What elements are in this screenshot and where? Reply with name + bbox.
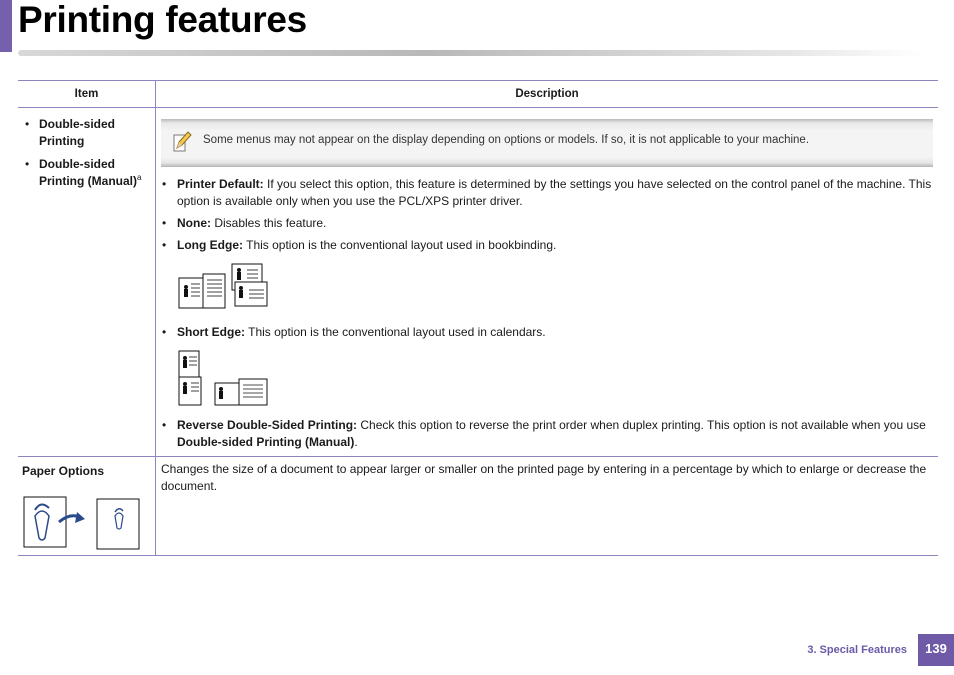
description-cell [156,108,939,457]
list-item: • Long Edge: This option is the conventional layout used in bookbinding. [161,237,933,254]
title-accent-bar [0,0,12,52]
option-list [161,417,933,451]
option-list [161,324,933,341]
description-cell: Changes the size of a document to appear larger or smaller on the printed page by entering in a percentage by which to enlarge or decrease the document. [156,457,939,556]
list-item: • None: Disables this feature. [161,215,933,232]
list-item: • Printer Default: If you select this option, this feature is determined by the settings you have selected on the control panel of the machine. This option is available only when you use the PCL/XPS printer driver. [161,176,933,210]
column-header-description: Description [156,81,939,108]
footnote-mark: a [137,173,142,182]
title-divider [18,50,923,56]
short-edge-illustration [177,349,933,411]
column-header-item: Item [18,81,156,108]
list-item: • Reverse Double-Sided Printing: Check this option to reverse the print order when duplex printing. This option is not available when you use Double-sided Printing (Manual). [161,417,933,451]
table-row [18,108,938,457]
item-cell [18,108,156,457]
item-cell [18,457,156,556]
option-list [161,176,933,254]
note-box [161,119,933,167]
note-text: Some menus may not appear on the display depending on options or models. If so, it is not applicable to your machine. [203,134,810,146]
note-pencil-icon [171,131,193,155]
page-number-badge: 139 [918,634,954,666]
list-item: • Short Edge: This option is the conventional layout used in calendars. [161,324,933,341]
list-item: • Double-sided Printing (Manual)$^a$ [22,156,151,190]
long-edge-illustration [177,262,933,318]
footer-chapter: 3. Special Features [807,644,907,656]
page-title: Printing features [18,0,307,40]
list-item: • Double-sided Printing [22,116,151,150]
item-list [22,116,151,190]
paper-options-illustration [23,496,151,555]
table-row [18,457,938,556]
item-label: Paper Options [22,464,105,478]
table-header-row [18,81,938,108]
features-table [18,80,938,556]
